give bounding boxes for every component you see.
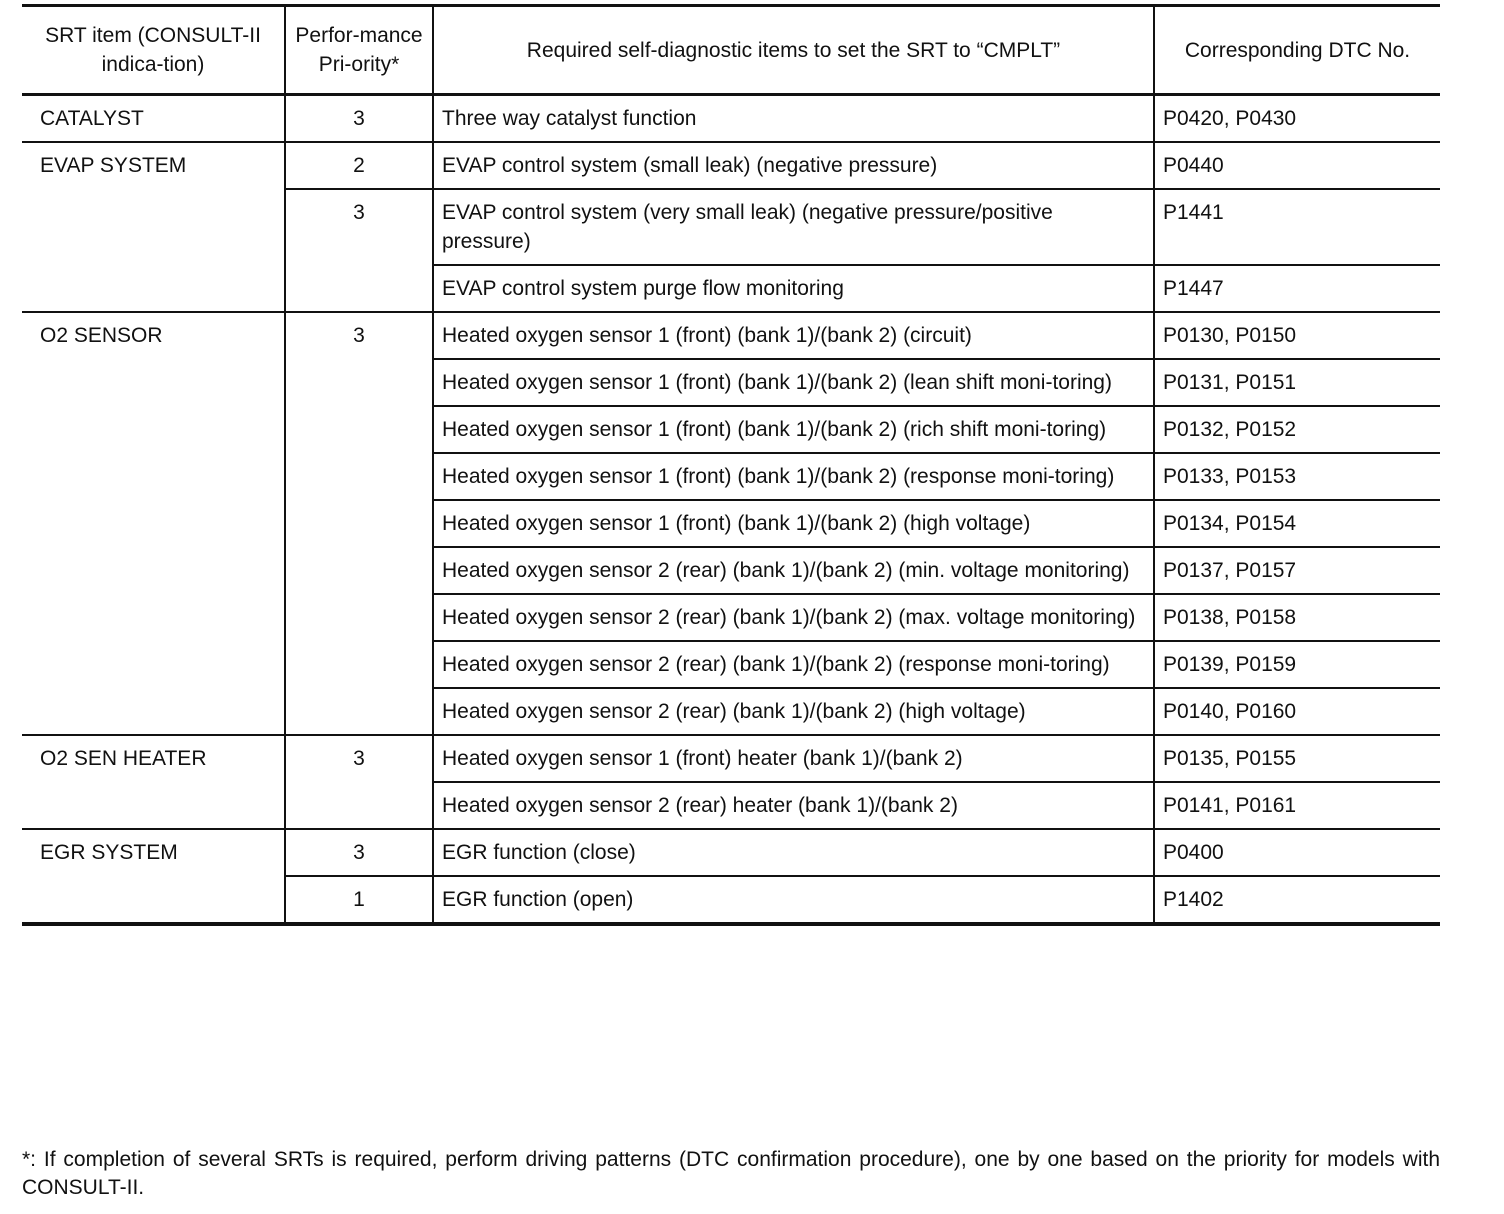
- srt-cell: CATALYST: [22, 95, 285, 143]
- dtc-cell: P0133, P0153: [1154, 453, 1440, 500]
- dtc-cell: P1402: [1154, 876, 1440, 924]
- header-srt-item: SRT item (CONSULT-II indica-tion): [22, 6, 285, 95]
- item-cell: Heated oxygen sensor 1 (front) (bank 1)/(bank 2) (response moni-toring): [433, 453, 1154, 500]
- table-row: [22, 142, 1440, 189]
- header-dtc: Corresponding DTC No.: [1154, 6, 1440, 95]
- dtc-cell: P0138, P0158: [1154, 594, 1440, 641]
- srt-table: [22, 4, 1440, 926]
- header-priority: Perfor-mance Pri-ority*: [285, 6, 433, 95]
- dtc-cell: P0131, P0151: [1154, 359, 1440, 406]
- priority-cell: 3: [285, 95, 433, 143]
- item-cell: Heated oxygen sensor 2 (rear) (bank 1)/(bank 2) (response moni-toring): [433, 641, 1154, 688]
- header-required-items: Required self-diagnostic items to set the SRT to “CMPLT”: [433, 6, 1154, 95]
- srt-cell: EGR SYSTEM: [22, 829, 285, 924]
- priority-cell: 1: [285, 876, 433, 924]
- dtc-cell: P0440: [1154, 142, 1440, 189]
- table-row: [22, 312, 1440, 359]
- item-cell: EVAP control system purge flow monitoring: [433, 265, 1154, 312]
- item-cell: Heated oxygen sensor 2 (rear) heater (bank 1)/(bank 2): [433, 782, 1154, 829]
- item-cell: Heated oxygen sensor 2 (rear) (bank 1)/(bank 2) (max. voltage monitoring): [433, 594, 1154, 641]
- item-cell: EVAP control system (small leak) (negative pressure): [433, 142, 1154, 189]
- item-cell: Heated oxygen sensor 1 (front) (bank 1)/(bank 2) (rich shift moni-toring): [433, 406, 1154, 453]
- dtc-cell: P0132, P0152: [1154, 406, 1440, 453]
- table-header-row: [22, 6, 1440, 95]
- dtc-cell: P1441: [1154, 189, 1440, 265]
- item-cell: Heated oxygen sensor 1 (front) (bank 1)/(bank 2) (high voltage): [433, 500, 1154, 547]
- dtc-cell: P0141, P0161: [1154, 782, 1440, 829]
- srt-cell: O2 SENSOR: [22, 312, 285, 735]
- dtc-cell: P0400: [1154, 829, 1440, 876]
- priority-cell: 2: [285, 142, 433, 189]
- srt-table-container: [22, 4, 1440, 926]
- footnote: *: If completion of several SRTs is required, perform driving patterns (DTC confirmation procedure), one by one based on the priority for models with CONSULT-II.: [22, 1148, 1440, 1199]
- priority-cell: 3: [285, 189, 433, 312]
- dtc-cell: P0135, P0155: [1154, 735, 1440, 782]
- dtc-cell: P1447: [1154, 265, 1440, 312]
- priority-cell: 3: [285, 735, 433, 829]
- item-cell: Heated oxygen sensor 2 (rear) (bank 1)/(bank 2) (high voltage): [433, 688, 1154, 735]
- item-cell: EGR function (close): [433, 829, 1154, 876]
- priority-cell: 3: [285, 829, 433, 876]
- srt-cell: O2 SEN HEATER: [22, 735, 285, 829]
- item-cell: Three way catalyst function: [433, 95, 1154, 143]
- table-row: [22, 829, 1440, 876]
- dtc-cell: P0130, P0150: [1154, 312, 1440, 359]
- dtc-cell: P0420, P0430: [1154, 95, 1440, 143]
- table-row: [22, 735, 1440, 782]
- item-cell: Heated oxygen sensor 2 (rear) (bank 1)/(bank 2) (min. voltage monitoring): [433, 547, 1154, 594]
- dtc-cell: P0134, P0154: [1154, 500, 1440, 547]
- item-cell: Heated oxygen sensor 1 (front) heater (bank 1)/(bank 2): [433, 735, 1154, 782]
- item-cell: EGR function (open): [433, 876, 1154, 924]
- srt-cell: EVAP SYSTEM: [22, 142, 285, 312]
- item-cell: Heated oxygen sensor 1 (front) (bank 1)/(bank 2) (lean shift moni-toring): [433, 359, 1154, 406]
- dtc-cell: P0137, P0157: [1154, 547, 1440, 594]
- item-cell: Heated oxygen sensor 1 (front) (bank 1)/(bank 2) (circuit): [433, 312, 1154, 359]
- dtc-cell: P0139, P0159: [1154, 641, 1440, 688]
- table-row: [22, 95, 1440, 143]
- item-cell: EVAP control system (very small leak) (negative pressure/positive pressure): [433, 189, 1154, 265]
- dtc-cell: P0140, P0160: [1154, 688, 1440, 735]
- priority-cell: 3: [285, 312, 433, 735]
